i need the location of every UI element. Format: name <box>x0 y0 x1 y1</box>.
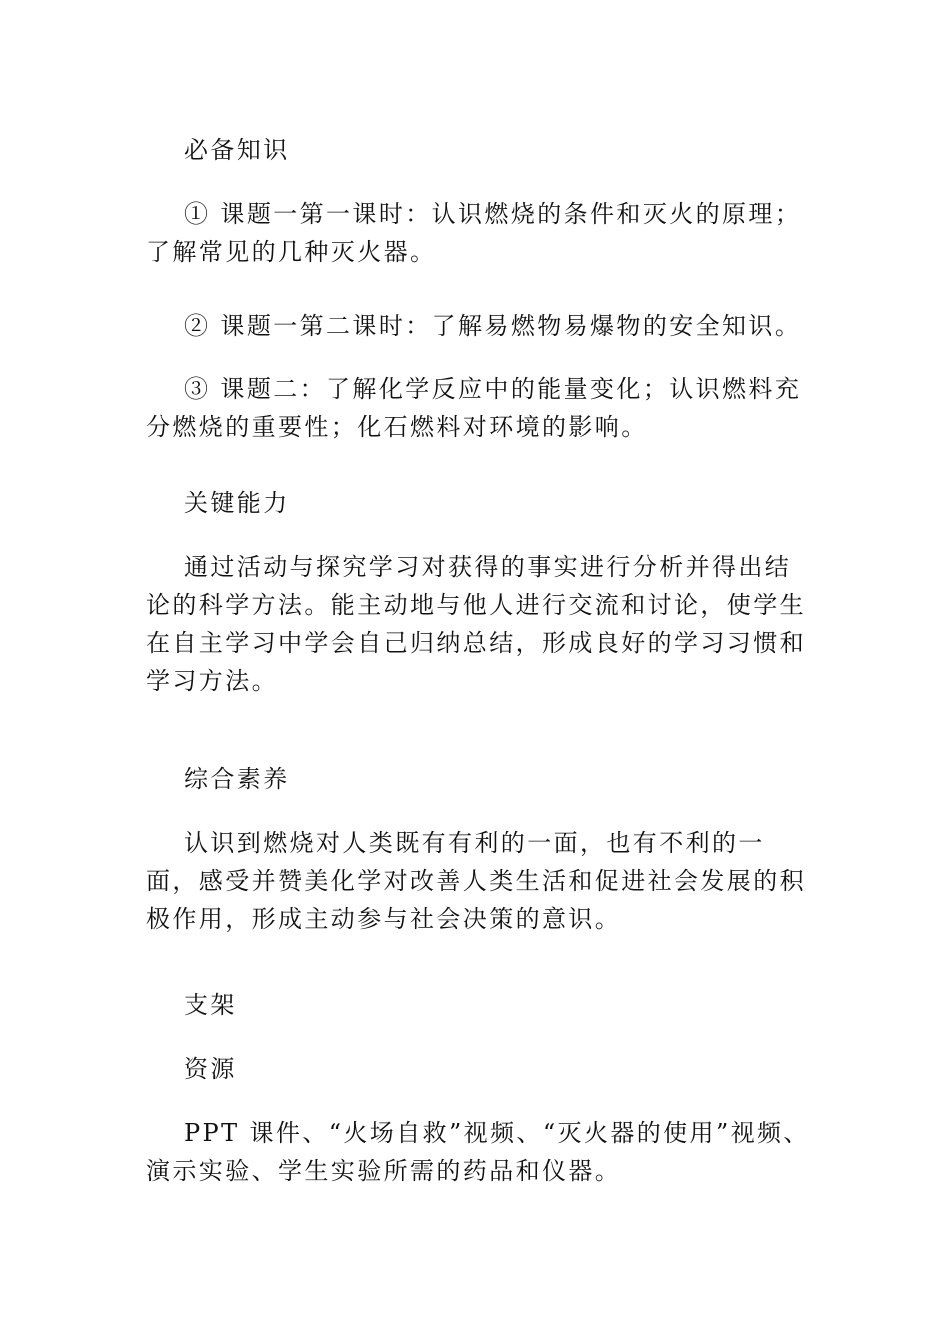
heading-key-ability: 关键能力 <box>184 489 290 517</box>
knowledge-item-2: ② 课题一第二课时：了解易燃物易爆物的安全知识。 <box>184 312 802 340</box>
heading-scaffold: 支架 <box>184 991 237 1019</box>
knowledge-item-3: ③ 课题二：了解化学反应中的能量变化；认识燃料充分燃烧的重要性；化石燃料对环境的影响。 <box>146 375 802 441</box>
knowledge-item-1: ① 课题一第一课时：认识燃烧的条件和灭火的原理；了解常见的几种灭火器。 <box>146 200 802 266</box>
literacy-paragraph: 认识到燃烧对人类既有有利的一面，也有不利的一面，感受并赞美化学对改善人类生活和促进社会发展的积极作用，形成主动参与社会决策的意识。 <box>146 829 806 933</box>
heading-resources: 资源 <box>184 1055 237 1083</box>
key-ability-paragraph: 通过活动与探究学习对获得的事实进行分析并得出结论的科学方法。能主动地与他人进行交流和讨论，使学生在自主学习中学会自己归纳总结，形成良好的学习习惯和学习方法。 <box>146 553 806 695</box>
heading-comprehensive-literacy: 综合素养 <box>184 765 290 793</box>
heading-required-knowledge: 必备知识 <box>184 136 290 164</box>
resources-paragraph: PPT 课件、“火场自救”视频、“灭火器的使用”视频、演示实验、学生实验所需的药品和仪器。 <box>146 1119 810 1185</box>
